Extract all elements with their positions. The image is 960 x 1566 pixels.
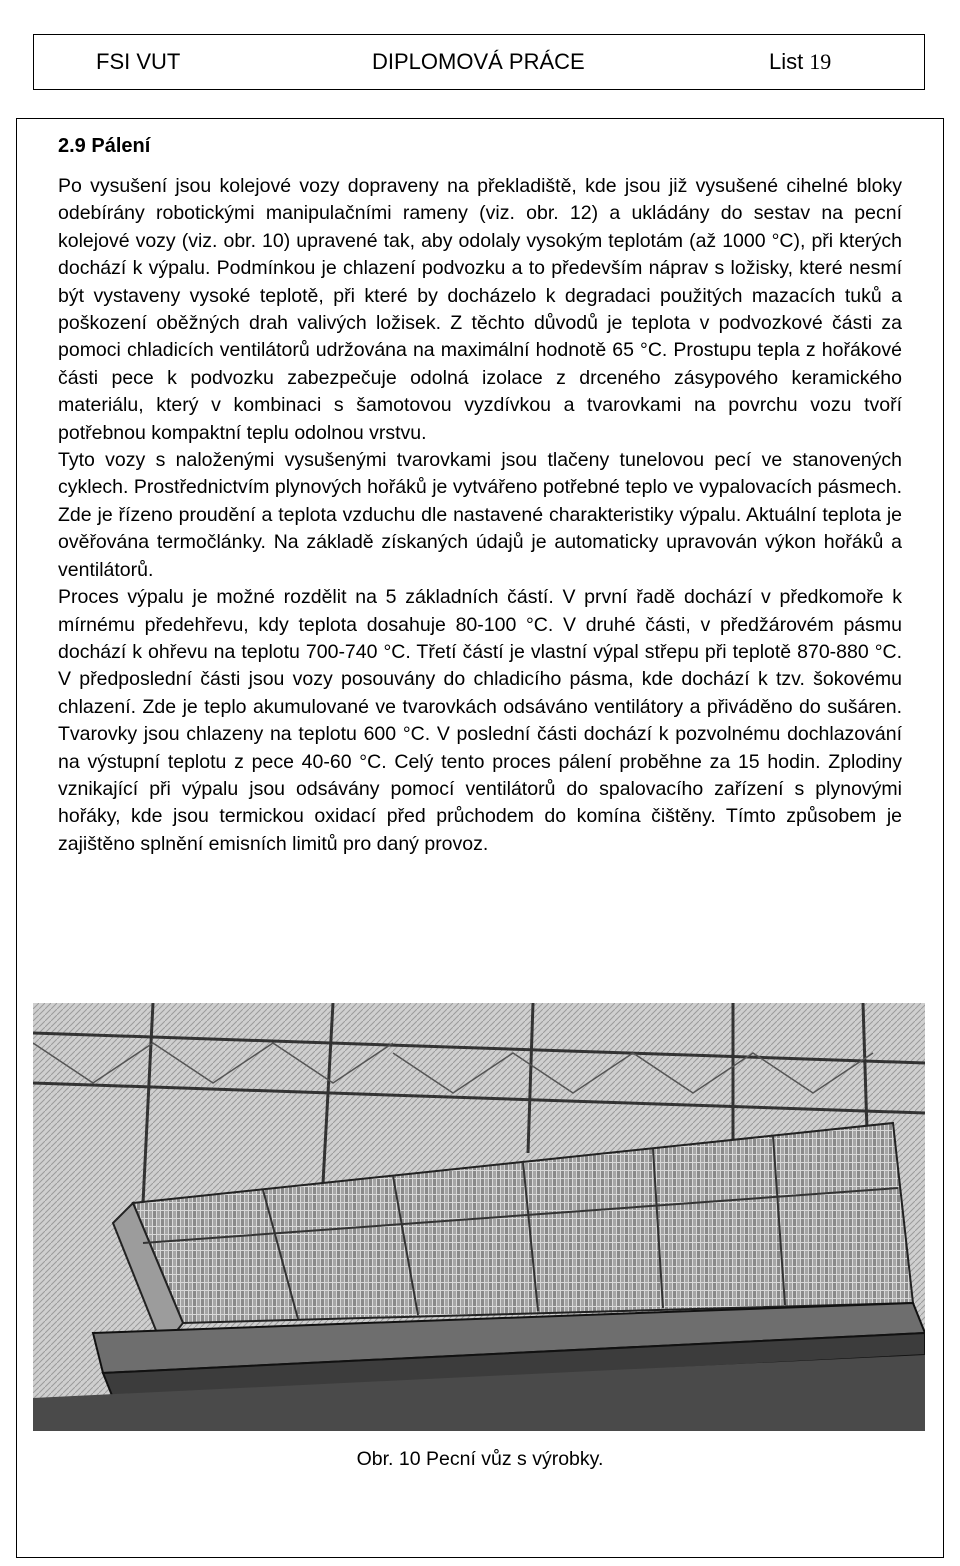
header-page-label: List [769,49,804,74]
figure-caption: Obr. 10 Pecní vůz s výrobky. [356,1448,604,1470]
header-page [769,48,831,76]
section-body [58,173,902,858]
header-faculty: FSI VUT [96,49,181,74]
header-page-number: 19 [809,49,832,74]
section-heading: 2.9 Pálení [58,135,151,157]
paragraph-1: Po vysušení jsou kolejové vozy dopraveny na překladiště, kde jsou již vysušené cihelné bloky odebírány robotickými manipulačními rameny (viz. obr. 12) a ukládány do sestav na pecní kolejové vozy (viz. obr. 10) upravené tak, aby odolaly vysokým teplotám (až 1000 °C), při kterých dochází k výpalu. Podmínkou je chlazení podvozku a to především náprav s ložisky, které nesmí být vystaveny vysoké teplotě, při které by docházelo k degradaci použitých mazacích tuků a poškození oběžných drah valivých ložisek. Z těchto důvodů je teplota v podvozkové části za pomoci chladicích ventilátorů udržována na maximální hodnotě 65 °C. Prostupu tepla z hořákové části pece k podvozku zabezpečuje odolná izolace z drceného zásypového keramického materiálu, který v kombinaci s šamotovou vyzdívkou a tvarovkami na povrchu vozu tvoří potřebnou kompaktní teplu odolnou vrstvu. [58,175,902,444]
page-header [33,34,925,90]
paragraph-3: Proces výpalu je možné rozdělit na 5 základních částí. V první řadě dochází v předkomoře k mírnému předehřevu, kdy teplota dosahuje 80-100 °C. V druhé části, v předžárovém pásmu dochází k ohřevu na teplotu 700-740 °C. Třetí částí je vlastní výpal střepu při teplotě 870-880 °C. V předposlední části jsou vozy posouvány do chladicího pásma, kde dochází k tzv. šokovému chlazení. Zde je teplo akumulované ve tvarovkách odsáváno ventilátory a přiváděno do sušáren. Tvarovky jsou chlazeny na teplotu 600 °C. V poslední části dochází k pozvolnému dochlazování na výstupní teplotu z pece 40-60 °C. Celý tento proces pálení proběhne za 15 hodin. Zplodiny vznikající při výpalu jsou odsávány pomocí ventilátorů do spalovacího zařízení s plynovými hořáky, kde jsou termickou oxidací před průchodem do komína čištěny. Tímto způsobem je zajištěno splnění emisních limitů pro daný provoz. [58,586,902,855]
header-document-type: DIPLOMOVÁ PRÁCE [372,49,585,74]
paragraph-2: Tyto vozy s naloženými vysušenými tvarovkami jsou tlačeny tunelovou pecí ve stanovených cyklech. Prostřednictvím plynových hořáků je vytvářeno potřebné teplo ve vypalovacích pásmech. Zde je řízeno proudění a teplota vzduchu dle nastavené charakteristiky výpalu. Aktuální teplota je ověřována termočlánky. Na základě získaných údajů je automaticky upravován výkon hořáků a ventilátorů. [58,449,902,581]
kiln-car-illustration [33,1003,925,1431]
kiln-car-photo [33,1003,925,1431]
